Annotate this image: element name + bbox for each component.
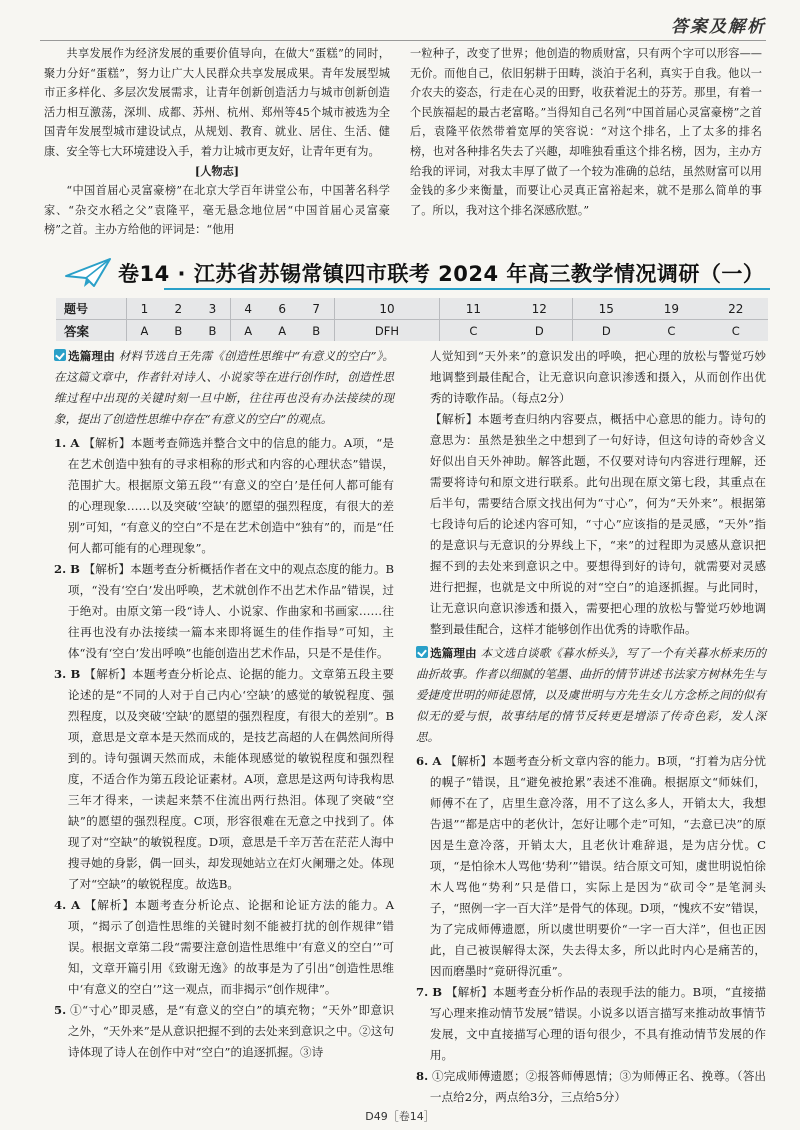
answer-cell: D <box>534 323 544 338</box>
answer-cell: A <box>278 323 287 338</box>
question-number: 1 <box>127 298 162 320</box>
page-header-tag: 答案及解析 <box>671 17 766 37</box>
section-banner <box>64 256 770 290</box>
header-rule <box>40 40 766 41</box>
answer-cell: A <box>127 320 162 342</box>
section-heading-people: [人物志] <box>194 163 240 178</box>
row-label-answer: 答案 <box>64 323 90 339</box>
question-number: 3 <box>195 298 230 320</box>
answer-item-8 <box>416 1066 766 1108</box>
question-label: 6. A <box>416 754 442 768</box>
question-number: 11 <box>440 298 506 320</box>
answer-text: ①“寸心”即灵感，是“有意义的空白”的填充物；“天外”即意识之外，“天外来”是从意识把握不到的去处来到意识之中。②这句诗体现了诗人在创作中对“空白”的追逐抓握。③诗 <box>67 1003 394 1059</box>
question-number: 7 <box>299 298 334 320</box>
answer-cell: C <box>731 323 740 338</box>
question-label: 4. A <box>54 898 81 912</box>
analysis-paragraph: 【解析】本题考查归纳内容要点，概括中心意思的能力。诗句的意思为：虽然是独坐之中想到了一句好诗，但这句诗的奇妙含义好似出自天外神助。解答此题，不仅要对诗句内容进行理解，还需要将诗句和原文进行联系。此句出现在原文第七段，其重点在后半句，需要结合原文找出何为“寸心”，何为“天外来”。根据第七段诗句后的论述内容可知，“寸心”应该指的是灵感，“天外”指的是意识与无意识的分界线上下，“来”的过程即为灵感从意识把握不到的去处来到意识之中。要想得到好的诗句，就需要对灵感进行把握，也就是文中所说的对“空白”的追逐抓握。与此同时，让无意识向意识渗透和摄入，需要把心理的放松与警觉巧妙地调整到最佳配合，这样才能够创作出优秀的诗歌作品。 <box>429 412 766 636</box>
top-left-paragraph-2: “中国首届心灵富豪榜”在北京大学百年讲堂公布，中国著名科学家、“杂交水稻之父”袁隆平，毫无悬念地位居“中国首届心灵富豪榜”之首。主办方给他的评词是：“他用 <box>44 184 390 237</box>
reason-text: 本文选自谈歌《暮水桥头》，写了一个有关暮水桥来历的曲折故事。作者以细腻的笔墨、曲折的情节讲述书法家方树林先生与爱捷度世明的师徒恩情，以及虞世明与方先生女儿方念桥之间的似有似无的爱与恨，故事结尾的情节反转更是增添了传奇色彩，发人深思。 <box>416 646 766 744</box>
answer-text: 【解析】本题考查分析论点、论据和论证方法的能力。A项，“揭示了创造性思维的关键时刻不能被打扰的创作规律”错误。根据文章第二段“需要注意创造性思维中‘有意义的空白’”可知，文章开篇引用《致谢无逸》的故事是为了引出“创造性思维中‘有意义的空白’”这一观点，而非揭示“创作规律”。 <box>67 898 395 996</box>
answer-cell: B <box>312 323 321 338</box>
reason-text: 材料节选自王先霈《创造性思维中“有意义的空白”》。在这篇文章中，作者针对诗人、小说家等在进行创作时，创造性思维过程中出现的关键时刻一旦中断，往往再也没有办法接续的现象，提出了创造性思维中存在“有意义的空白”的观点。 <box>54 349 394 426</box>
answer-cell: D <box>573 320 639 342</box>
answer-text: 【解析】本题考查分析论点、论据的能力。文章第五段主要论述的是“不同的人对于自己内心‘空缺’的感觉的敏锐程度、强烈程度，以及突破‘空缺’的愿望的强烈程度，有很大的差别”。B项，意思是文章本是天然而成的，是技艺高超的人在偶然间所得到的。诗句强调天然而成，未能体现感觉的敏锐程度和强烈程度，不适合作为第五段论证素材。A项，意思是这两句诗我构思三年才得来，一读起来禁不住流出两行热泪。体现了突破“空缺”的愿望的强烈程度。C项，形容很难在无意之中找到了。体现了对“空缺”的敏锐程度。D项，意思是千辛万苦在茫茫人海中搜寻她的身影，偶一回头，却发现她站立在灯火阑珊之处。体现了对“空缺”的敏锐程度。故选B。 <box>67 667 394 891</box>
top-right-paragraph-1: 一粒种子，改变了世界；他创造的物质财富，只有两个字可以形容——无价。而他自己，依旧躬耕于田畴，淡泊于名利，真实于自我。他以一介农夫的姿态，行走在心灵的田野，收获着泥土的芬芳。那里，有着一个民族福起的最古老富略。”当得知自己名列“中国首届心灵富豪榜”之首后，袁隆平依然带着宽厚的笑容说：“对这个排名，上了太多的排名榜，也对各种排名失去了兴趣，却唯独看重这个排名榜，因为，主办方给我的评词，对我太丰厚了做了一个较为准确的总结，虽然财富可以用金钱的多少来衡量，而要让心灵真正富裕起来，就不是那么简单的事了。所以，我对这个排名深感欣慰。” <box>410 47 762 217</box>
banner-underline <box>164 288 770 290</box>
reason-paragraph <box>54 346 394 430</box>
question-label: 5. <box>54 1003 67 1017</box>
answer-text: 【解析】本题考查分析作品的表现手法的能力。B项，“直接描写心理来推动情节发展”错误。小说多以语言描写来推动故事情节发展，文中直接描写心理的语句很少，不具有推动情节发展的作用。 <box>429 985 766 1062</box>
answer-text: 【解析】本题考查分析文章内容的能力。B项，“打着为店分忧的幌子”错误，且“避免被抢累”表述不准确。根据原文“师妹们，师傅不在了，店里生意冷落，用不了这么多人，开销太大，我想告退”“都是店中的老伙计，怎好让哪个走”可知，“去意已决”的原因是生意冷落，开销太大，且老伙计难辞退，是为店分忧。C项，“是怕徐木人骂他‘势利’”错误。结合原文可知，虞世明说怕徐木人骂他“势利”只是借口，实际上是因为“砍司令”是笔洞头子，“照例一字一百大洋”是骨气的体现。D项，“愧疚不安”错误，为了完成师傅遗愿，所以虞世明要价“一字一百大洋”，但也正因此，自己被误解得太深，失去得太多，所以此时内心是痛苦的，因而磨墨时“竟研得沉重”。 <box>429 754 767 978</box>
question-number: 6 <box>266 298 299 320</box>
left-answer-column <box>54 346 394 1063</box>
answer-item-7 <box>416 982 766 1066</box>
question-number: 4 <box>230 298 265 320</box>
answer-item-3 <box>54 664 394 895</box>
answer-table-number-row <box>56 298 768 320</box>
answer-cell: A <box>230 320 265 342</box>
question-number: 12 <box>506 298 572 320</box>
question-number: 10 <box>334 298 440 320</box>
answer-text: 【解析】本题考查筛选并整合文中的信息的能力。A项，“是在艺术创造中独有的寻求相称的形式和内容的心理状态”错误，范围扩大。根据原文第五段“‘有意义的空白’是任何人都可能有的心理现象……以及突破‘空缺’的愿望的强烈程度，有很大的差别”可知，“有意义的空白”不是在艺术创造中“独有”的，而是“任何人都可能有的心理现象”。 <box>67 436 394 555</box>
question-label: 7. B <box>416 985 443 999</box>
top-left-paragraph-1: 共享发展作为经济发展的重要价值导向，在做大“蛋糕”的同时，聚力分好“蛋糕”，努力让广大人民群众共享发展成果。青年发展型城市正多样化、多层次发展需求，让青年创新创造活力与城市创新创造活力相互激荡，深圳、成都、苏州、杭州、郑州等45个城市被选为全国青年发展型城市建设试点，从规划、教育、就业、居住、生活、健康、安全等七大环境建设入手，着力让城市更友好，让青年更有为。 <box>44 47 390 158</box>
answer-table-answer-row <box>56 320 768 342</box>
question-number: 15 <box>573 298 639 320</box>
answer-cell: DFH <box>334 320 440 342</box>
right-answer-column <box>416 346 766 1108</box>
answer-cell: B <box>208 323 217 338</box>
answer-cell: C <box>667 323 676 338</box>
answer-item-5 <box>54 1000 394 1063</box>
reason-label: 选篇理由 <box>430 646 477 660</box>
reason-paragraph <box>416 643 766 748</box>
row-label-number: 题号 <box>56 298 127 320</box>
answer-text: 【解析】本题考查分析概括作者在文中的观点态度的能力。B项，“没有‘空白’发出呼唤，艺术就创作不出艺术作品”错误，过于绝对。由原文第一段“诗人、小说家、作曲家和书画家……往往再也没有办法接续一篇本来即将诞生的佳作指导”可知，主体“没有‘空白’发出呼唤”也能创造出艺术作品，只是不是佳作。 <box>67 562 394 660</box>
answer-item-6 <box>416 751 766 982</box>
answer-cell: B <box>174 323 183 338</box>
answer-item-2 <box>54 559 394 664</box>
reason-label: 选篇理由 <box>68 349 115 363</box>
answer-text: ①完成师傅遗愿；②报答师傅恩情；③为师傅正名、挽尊。（答出一点给2分，两点给3分，三点给5分） <box>429 1069 767 1104</box>
answer-item-4 <box>54 895 394 1000</box>
question-label: 3. B <box>54 667 81 681</box>
answer-table <box>56 298 768 341</box>
page-footer: D49［卷14］ <box>365 1110 435 1123</box>
question-label: 1. A <box>54 436 80 450</box>
check-icon <box>54 349 66 361</box>
question-label: 2. B <box>54 562 80 576</box>
banner-title: 卷14 · 江苏省苏锡常镇四市联考 2024 年高三教学情况调研（一） <box>118 262 765 286</box>
answer-item-1 <box>54 433 394 559</box>
answer-continuation: 人觉知到“天外来”的意识发出的呼唤，把心理的放松与警觉巧妙地调整到最佳配合，让无意识向意识渗透和摄入，从而创作出优秀的诗歌作品。（每点2分） <box>429 349 766 405</box>
answer-cell: C <box>440 320 506 342</box>
question-number: 22 <box>704 298 768 320</box>
question-label: 8. <box>416 1069 429 1083</box>
top-left-column <box>44 44 390 240</box>
top-right-column <box>410 44 762 220</box>
question-number: 19 <box>639 298 703 320</box>
check-icon <box>416 646 428 658</box>
question-number: 2 <box>162 298 195 320</box>
paper-plane-icon <box>64 256 112 290</box>
